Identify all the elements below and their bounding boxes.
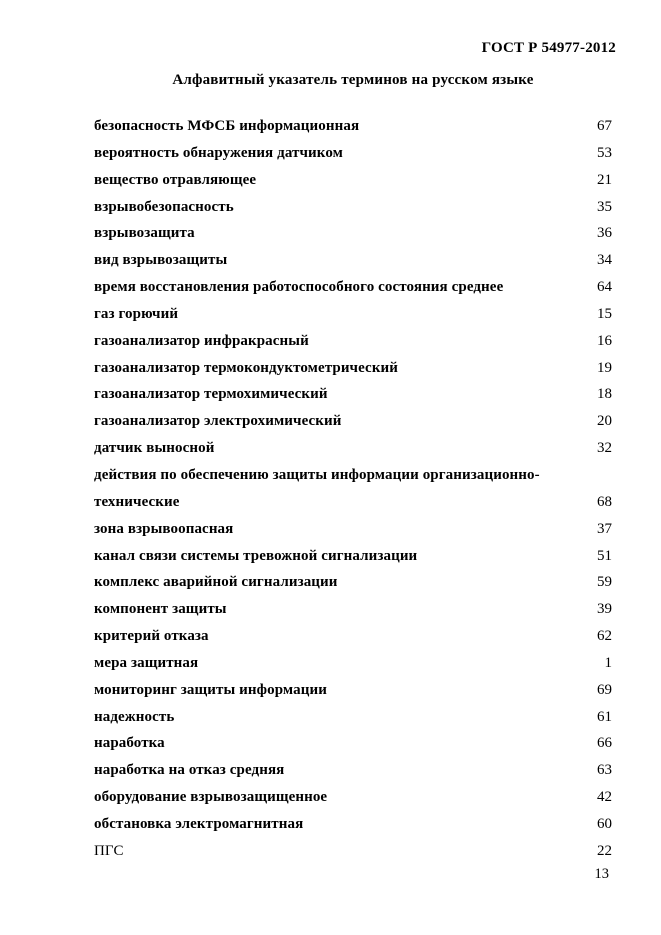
index-term: вещество отравляющее [94,171,257,188]
index-entry [94,543,612,570]
index-page-ref: 68 [597,493,612,510]
index-entry [94,462,612,489]
index-term: вид взрывозащиты [94,252,228,269]
index-entry [94,140,612,167]
index-page-ref: 51 [597,547,612,564]
index-term: газоанализатор термокондуктометрический [94,359,399,376]
index-entry [94,730,612,757]
index-term: газоанализатор инфракрасный [94,332,309,349]
index-term: наработка на отказ средняя [94,762,285,779]
index-page-ref: 61 [597,708,612,725]
index-page-ref: 67 [597,118,612,134]
index-term: ПГС [94,842,124,859]
index-page-ref: 19 [597,359,612,376]
index-term: оборудование взрывозащищенное [94,789,328,806]
index-page-ref: 35 [597,198,612,215]
index-entry [94,784,612,811]
index-term: компонент защиты [94,601,227,618]
index-page-ref: 63 [597,762,612,779]
index-term: мера защитная [94,654,199,671]
index-term: обстановка электромагнитная [94,815,304,832]
index-entry [94,328,612,355]
index-term: газ горючий [94,305,179,322]
index-entry [94,623,612,650]
index-page-ref: 66 [597,735,612,752]
index-entry [94,274,612,301]
index-term: канал связи системы тревожной сигнализации [94,547,418,564]
index-entry [94,757,612,784]
index-page-ref: 21 [597,171,612,188]
index-entry [94,516,612,543]
index-page-ref: 1 [604,654,612,671]
index-entry [94,408,612,435]
index-term: надежность [94,708,175,725]
index-entry [94,704,612,731]
index-term: мониторинг защиты информации [94,681,327,698]
index-page-ref: 18 [597,386,612,403]
index-term: комплекс аварийной сигнализации [94,574,338,591]
index-term: действия по обеспечению защиты информации организационно- [94,466,540,483]
index-entry [94,650,612,677]
index-page-ref: 39 [597,601,612,618]
index-term: технические [94,493,180,510]
index-page-ref: 34 [597,252,612,269]
index-term: безопасность МФСБ информационная [94,118,360,134]
page-number: 13 [594,866,609,882]
index-page-ref: 42 [597,789,612,806]
index-entry [94,596,612,623]
index-entry [94,811,612,838]
index-entry [94,220,612,247]
index-page-ref: 59 [597,574,612,591]
index-term: взрывозащита [94,225,195,242]
index-term: датчик выносной [94,440,215,457]
index-entry [94,381,612,408]
index-entry [94,113,612,140]
index-page-ref: 64 [597,279,612,296]
index-entry [94,569,612,596]
index-entry [94,355,612,382]
index-page-ref: 36 [597,225,612,242]
index-term: критерий отказа [94,628,209,645]
index-page-ref: 62 [597,628,612,645]
index-entry [94,167,612,194]
index-term: газоанализатор термохимический [94,386,328,403]
index-term: время восстановления работоспособного состояния среднее [94,279,504,296]
index-term: наработка [94,735,165,752]
index-entry [94,194,612,221]
index-page-ref: 60 [597,815,612,832]
index-page-ref: 15 [597,305,612,322]
index-entry [94,301,612,328]
index-list [94,113,612,865]
index-page-ref: 37 [597,520,612,537]
index-entry [94,247,612,274]
page-title: Алфавитный указатель терминов на русском языке [172,72,534,88]
index-term: взрывобезопасность [94,198,234,215]
index-term: вероятность обнаружения датчиком [94,144,343,161]
index-entry [94,838,612,865]
index-term: зона взрывоопасная [94,520,234,537]
index-page-ref: 22 [597,842,612,859]
index-page-ref: 53 [597,144,612,161]
index-entry [94,489,612,516]
index-entry [94,435,612,462]
index-entry [94,677,612,704]
index-page-ref: 20 [597,413,612,430]
index-page-ref: 69 [597,681,612,698]
index-page-ref: 32 [597,440,612,457]
index-page-ref: 16 [597,332,612,349]
document-standard-number: ГОСТ Р 54977-2012 [481,40,616,56]
index-term: газоанализатор электрохимический [94,413,342,430]
